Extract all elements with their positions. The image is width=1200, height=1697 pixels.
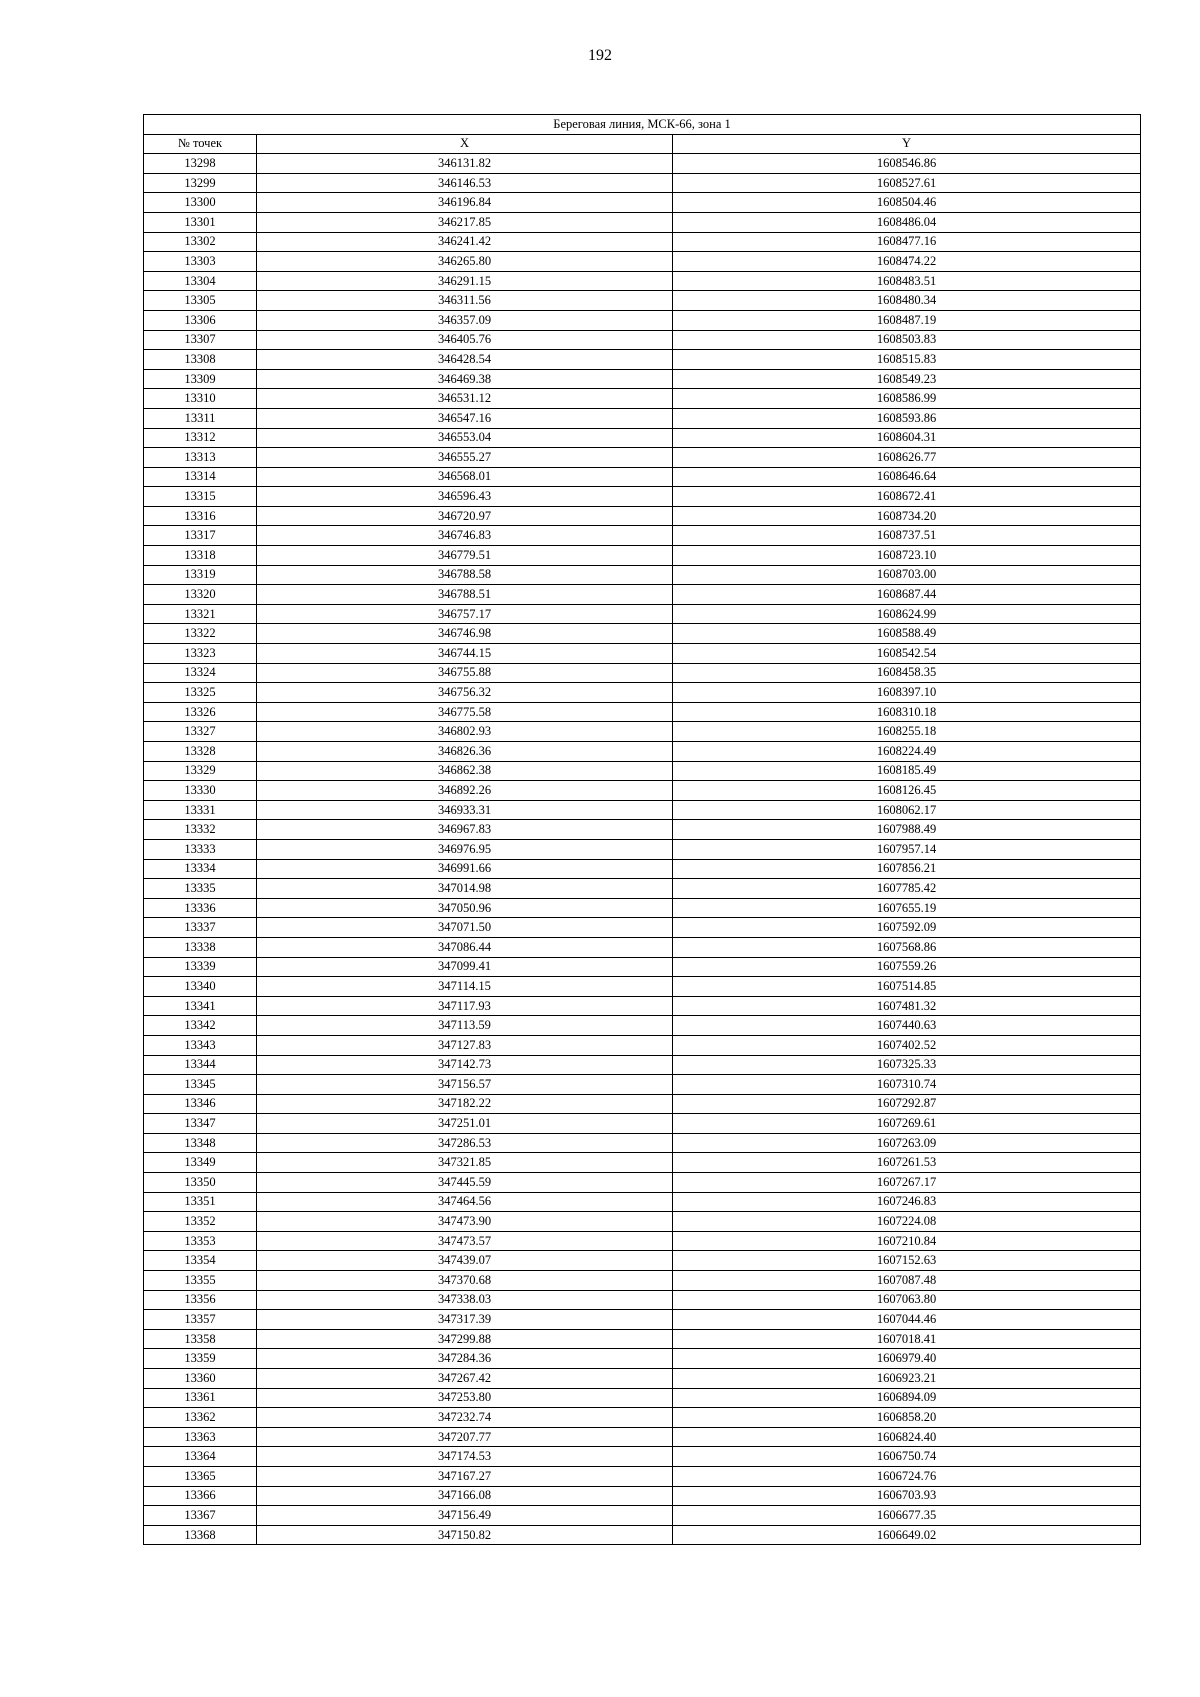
y-coordinate-cell: 1607246.83: [673, 1192, 1141, 1212]
table-row: [144, 232, 1141, 252]
table-row: [144, 1408, 1141, 1428]
y-coordinate-cell: 1608503.83: [673, 330, 1141, 350]
table-row: [144, 350, 1141, 370]
y-coordinate-cell: 1607568.86: [673, 937, 1141, 957]
x-coordinate-cell: 347127.83: [257, 1035, 673, 1055]
point-number-cell: 13325: [144, 683, 257, 703]
point-number-cell: 13323: [144, 644, 257, 664]
x-coordinate-cell: 347439.07: [257, 1251, 673, 1271]
table-row: [144, 1153, 1141, 1173]
y-coordinate-cell: 1608546.86: [673, 154, 1141, 174]
y-coordinate-cell: 1608734.20: [673, 506, 1141, 526]
point-number-cell: 13314: [144, 467, 257, 487]
x-coordinate-cell: 346976.95: [257, 839, 673, 859]
table-row: [144, 428, 1141, 448]
x-coordinate-cell: 347156.57: [257, 1075, 673, 1095]
point-number-cell: 13338: [144, 937, 257, 957]
table-row: [144, 389, 1141, 409]
point-number-cell: 13318: [144, 546, 257, 566]
y-coordinate-cell: 1607044.46: [673, 1310, 1141, 1330]
header-point-number: № точек: [144, 134, 257, 154]
table-row: [144, 565, 1141, 585]
point-number-cell: 13339: [144, 957, 257, 977]
x-coordinate-cell: 347473.90: [257, 1212, 673, 1232]
y-coordinate-cell: 1608624.99: [673, 604, 1141, 624]
table-row: [144, 310, 1141, 330]
table-row: [144, 1388, 1141, 1408]
point-number-cell: 13349: [144, 1153, 257, 1173]
y-coordinate-cell: 1608515.83: [673, 350, 1141, 370]
table-row: [144, 1506, 1141, 1526]
table-row: [144, 1212, 1141, 1232]
y-coordinate-cell: 1606703.93: [673, 1486, 1141, 1506]
point-number-cell: 13333: [144, 839, 257, 859]
point-number-cell: 13316: [144, 506, 257, 526]
table-row: [144, 487, 1141, 507]
y-coordinate-cell: 1608504.46: [673, 193, 1141, 213]
point-number-cell: 13322: [144, 624, 257, 644]
table-header-row: [144, 134, 1141, 154]
y-coordinate-cell: 1608477.16: [673, 232, 1141, 252]
table-row: [144, 644, 1141, 664]
y-coordinate-cell: 1607267.17: [673, 1173, 1141, 1193]
point-number-cell: 13315: [144, 487, 257, 507]
x-coordinate-cell: 346146.53: [257, 173, 673, 193]
x-coordinate-cell: 347317.39: [257, 1310, 673, 1330]
point-number-cell: 13298: [144, 154, 257, 174]
y-coordinate-cell: 1607269.61: [673, 1114, 1141, 1134]
x-coordinate-cell: 347286.53: [257, 1133, 673, 1153]
point-number-cell: 13343: [144, 1035, 257, 1055]
x-coordinate-cell: 346862.38: [257, 761, 673, 781]
x-coordinate-cell: 346265.80: [257, 252, 673, 272]
x-coordinate-cell: 346756.32: [257, 683, 673, 703]
y-coordinate-cell: 1608604.31: [673, 428, 1141, 448]
point-number-cell: 13329: [144, 761, 257, 781]
x-coordinate-cell: 347071.50: [257, 918, 673, 938]
table-row: [144, 1192, 1141, 1212]
y-coordinate-cell: 1608224.49: [673, 742, 1141, 762]
table-row: [144, 1016, 1141, 1036]
point-number-cell: 13317: [144, 526, 257, 546]
table-row: [144, 663, 1141, 683]
y-coordinate-cell: 1608185.49: [673, 761, 1141, 781]
table-row: [144, 820, 1141, 840]
point-number-cell: 13306: [144, 310, 257, 330]
point-number-cell: 13350: [144, 1173, 257, 1193]
table-row: [144, 1075, 1141, 1095]
point-number-cell: 13363: [144, 1427, 257, 1447]
y-coordinate-cell: 1607224.08: [673, 1212, 1141, 1232]
table-row: [144, 193, 1141, 213]
table-row: [144, 604, 1141, 624]
point-number-cell: 13305: [144, 291, 257, 311]
x-coordinate-cell: 347174.53: [257, 1447, 673, 1467]
x-coordinate-cell: 346788.51: [257, 585, 673, 605]
point-number-cell: 13331: [144, 800, 257, 820]
y-coordinate-cell: 1608703.00: [673, 565, 1141, 585]
y-coordinate-cell: 1607988.49: [673, 820, 1141, 840]
x-coordinate-cell: 347464.56: [257, 1192, 673, 1212]
x-coordinate-cell: 346428.54: [257, 350, 673, 370]
point-number-cell: 13319: [144, 565, 257, 585]
point-number-cell: 13354: [144, 1251, 257, 1271]
x-coordinate-cell: 346241.42: [257, 232, 673, 252]
x-coordinate-cell: 346744.15: [257, 644, 673, 664]
y-coordinate-cell: 1608480.34: [673, 291, 1141, 311]
table-row: [144, 1447, 1141, 1467]
x-coordinate-cell: 346788.58: [257, 565, 673, 585]
table-row: [144, 448, 1141, 468]
y-coordinate-cell: 1607292.87: [673, 1094, 1141, 1114]
header-y: Y: [673, 134, 1141, 154]
point-number-cell: 13344: [144, 1055, 257, 1075]
point-number-cell: 13345: [144, 1075, 257, 1095]
point-number-cell: 13310: [144, 389, 257, 409]
point-number-cell: 13337: [144, 918, 257, 938]
table-row: [144, 957, 1141, 977]
table-row: [144, 996, 1141, 1016]
point-number-cell: 13361: [144, 1388, 257, 1408]
table-row: [144, 937, 1141, 957]
point-number-cell: 13348: [144, 1133, 257, 1153]
table-row: [144, 1369, 1141, 1389]
table-title: Береговая линия, МСК-66, зона 1: [144, 115, 1141, 135]
x-coordinate-cell: 346757.17: [257, 604, 673, 624]
table-body: [144, 154, 1141, 1545]
table-row: [144, 173, 1141, 193]
y-coordinate-cell: 1608737.51: [673, 526, 1141, 546]
y-coordinate-cell: 1607210.84: [673, 1231, 1141, 1251]
x-coordinate-cell: 347284.36: [257, 1349, 673, 1369]
table-row: [144, 977, 1141, 997]
point-number-cell: 13347: [144, 1114, 257, 1134]
x-coordinate-cell: 347299.88: [257, 1329, 673, 1349]
x-coordinate-cell: 347267.42: [257, 1369, 673, 1389]
y-coordinate-cell: 1607261.53: [673, 1153, 1141, 1173]
x-coordinate-cell: 347050.96: [257, 898, 673, 918]
y-coordinate-cell: 1608483.51: [673, 271, 1141, 291]
point-number-cell: 13357: [144, 1310, 257, 1330]
x-coordinate-cell: 346720.97: [257, 506, 673, 526]
x-coordinate-cell: 347370.68: [257, 1271, 673, 1291]
x-coordinate-cell: 346568.01: [257, 467, 673, 487]
table-row: [144, 1466, 1141, 1486]
x-coordinate-cell: 346596.43: [257, 487, 673, 507]
y-coordinate-cell: 1607325.33: [673, 1055, 1141, 1075]
table-row: [144, 1035, 1141, 1055]
x-coordinate-cell: 346755.88: [257, 663, 673, 683]
y-coordinate-cell: 1607957.14: [673, 839, 1141, 859]
table-row: [144, 291, 1141, 311]
table-row: [144, 585, 1141, 605]
table-row: [144, 1310, 1141, 1330]
table-row: [144, 1133, 1141, 1153]
point-number-cell: 13326: [144, 702, 257, 722]
x-coordinate-cell: 347114.15: [257, 977, 673, 997]
y-coordinate-cell: 1606677.35: [673, 1506, 1141, 1526]
y-coordinate-cell: 1607592.09: [673, 918, 1141, 938]
y-coordinate-cell: 1607018.41: [673, 1329, 1141, 1349]
table-row: [144, 859, 1141, 879]
x-coordinate-cell: 346991.66: [257, 859, 673, 879]
x-coordinate-cell: 347099.41: [257, 957, 673, 977]
point-number-cell: 13364: [144, 1447, 257, 1467]
table-row: [144, 1173, 1141, 1193]
point-number-cell: 13307: [144, 330, 257, 350]
page-number: 192: [588, 47, 612, 64]
y-coordinate-cell: 1606824.40: [673, 1427, 1141, 1447]
table-row: [144, 1329, 1141, 1349]
table-row: [144, 546, 1141, 566]
y-coordinate-cell: 1606724.76: [673, 1466, 1141, 1486]
table-row: [144, 1055, 1141, 1075]
table-row: [144, 1486, 1141, 1506]
y-coordinate-cell: 1606858.20: [673, 1408, 1141, 1428]
point-number-cell: 13308: [144, 350, 257, 370]
y-coordinate-cell: 1607402.52: [673, 1035, 1141, 1055]
point-number-cell: 13304: [144, 271, 257, 291]
coordinates-table: [143, 114, 1141, 1545]
x-coordinate-cell: 347086.44: [257, 937, 673, 957]
y-coordinate-cell: 1607063.80: [673, 1290, 1141, 1310]
y-coordinate-cell: 1608672.41: [673, 487, 1141, 507]
table-row: [144, 330, 1141, 350]
point-number-cell: 13332: [144, 820, 257, 840]
x-coordinate-cell: 346311.56: [257, 291, 673, 311]
x-coordinate-cell: 347166.08: [257, 1486, 673, 1506]
point-number-cell: 13327: [144, 722, 257, 742]
x-coordinate-cell: 346746.83: [257, 526, 673, 546]
y-coordinate-cell: 1608486.04: [673, 212, 1141, 232]
x-coordinate-cell: 347338.03: [257, 1290, 673, 1310]
x-coordinate-cell: 347251.01: [257, 1114, 673, 1134]
point-number-cell: 13342: [144, 1016, 257, 1036]
x-coordinate-cell: 346217.85: [257, 212, 673, 232]
x-coordinate-cell: 346555.27: [257, 448, 673, 468]
table-row: [144, 1231, 1141, 1251]
y-coordinate-cell: 1607481.32: [673, 996, 1141, 1016]
table-title-row: [144, 115, 1141, 135]
table-row: [144, 408, 1141, 428]
x-coordinate-cell: 346967.83: [257, 820, 673, 840]
point-number-cell: 13356: [144, 1290, 257, 1310]
point-number-cell: 13360: [144, 1369, 257, 1389]
table-row: [144, 702, 1141, 722]
point-number-cell: 13367: [144, 1506, 257, 1526]
x-coordinate-cell: 346469.38: [257, 369, 673, 389]
y-coordinate-cell: 1608593.86: [673, 408, 1141, 428]
table-row: [144, 252, 1141, 272]
point-number-cell: 13355: [144, 1271, 257, 1291]
point-number-cell: 13311: [144, 408, 257, 428]
table-row: [144, 898, 1141, 918]
point-number-cell: 13299: [144, 173, 257, 193]
point-number-cell: 13341: [144, 996, 257, 1016]
y-coordinate-cell: 1607856.21: [673, 859, 1141, 879]
x-coordinate-cell: 347207.77: [257, 1427, 673, 1447]
y-coordinate-cell: 1607263.09: [673, 1133, 1141, 1153]
x-coordinate-cell: 346746.98: [257, 624, 673, 644]
x-coordinate-cell: 346547.16: [257, 408, 673, 428]
point-number-cell: 13324: [144, 663, 257, 683]
y-coordinate-cell: 1608646.64: [673, 467, 1141, 487]
table-row: [144, 154, 1141, 174]
y-coordinate-cell: 1608626.77: [673, 448, 1141, 468]
point-number-cell: 13353: [144, 1231, 257, 1251]
table-row: [144, 683, 1141, 703]
x-coordinate-cell: 347473.57: [257, 1231, 673, 1251]
y-coordinate-cell: 1608549.23: [673, 369, 1141, 389]
point-number-cell: 13346: [144, 1094, 257, 1114]
y-coordinate-cell: 1607785.42: [673, 879, 1141, 899]
x-coordinate-cell: 347232.74: [257, 1408, 673, 1428]
table-row: [144, 781, 1141, 801]
y-coordinate-cell: 1606649.02: [673, 1525, 1141, 1545]
table-row: [144, 918, 1141, 938]
x-coordinate-cell: 347113.59: [257, 1016, 673, 1036]
point-number-cell: 13302: [144, 232, 257, 252]
x-coordinate-cell: 346775.58: [257, 702, 673, 722]
point-number-cell: 13352: [144, 1212, 257, 1232]
point-number-cell: 13321: [144, 604, 257, 624]
table-row: [144, 742, 1141, 762]
table-row: [144, 800, 1141, 820]
table-row: [144, 761, 1141, 781]
point-number-cell: 13300: [144, 193, 257, 213]
y-coordinate-cell: 1608062.17: [673, 800, 1141, 820]
y-coordinate-cell: 1608255.18: [673, 722, 1141, 742]
point-number-cell: 13334: [144, 859, 257, 879]
point-number-cell: 13301: [144, 212, 257, 232]
x-coordinate-cell: 346531.12: [257, 389, 673, 409]
y-coordinate-cell: 1606979.40: [673, 1349, 1141, 1369]
point-number-cell: 13335: [144, 879, 257, 899]
table-row: [144, 1290, 1141, 1310]
y-coordinate-cell: 1606750.74: [673, 1447, 1141, 1467]
point-number-cell: 13368: [144, 1525, 257, 1545]
point-number-cell: 13351: [144, 1192, 257, 1212]
x-coordinate-cell: 347182.22: [257, 1094, 673, 1114]
y-coordinate-cell: 1608588.49: [673, 624, 1141, 644]
point-number-cell: 13362: [144, 1408, 257, 1428]
table-row: [144, 839, 1141, 859]
x-coordinate-cell: 347321.85: [257, 1153, 673, 1173]
y-coordinate-cell: 1607655.19: [673, 898, 1141, 918]
table-row: [144, 369, 1141, 389]
x-coordinate-cell: 346291.15: [257, 271, 673, 291]
x-coordinate-cell: 347167.27: [257, 1466, 673, 1486]
x-coordinate-cell: 346933.31: [257, 800, 673, 820]
table-row: [144, 624, 1141, 644]
table-row: [144, 722, 1141, 742]
table-row: [144, 1114, 1141, 1134]
y-coordinate-cell: 1608458.35: [673, 663, 1141, 683]
x-coordinate-cell: 347150.82: [257, 1525, 673, 1545]
x-coordinate-cell: 346357.09: [257, 310, 673, 330]
y-coordinate-cell: 1606923.21: [673, 1369, 1141, 1389]
table-row: [144, 1427, 1141, 1447]
table-row: [144, 1251, 1141, 1271]
x-coordinate-cell: 347445.59: [257, 1173, 673, 1193]
y-coordinate-cell: 1607310.74: [673, 1075, 1141, 1095]
y-coordinate-cell: 1607152.63: [673, 1251, 1141, 1271]
x-coordinate-cell: 346405.76: [257, 330, 673, 350]
header-x: X: [257, 134, 673, 154]
point-number-cell: 13366: [144, 1486, 257, 1506]
x-coordinate-cell: 346802.93: [257, 722, 673, 742]
x-coordinate-cell: 347142.73: [257, 1055, 673, 1075]
x-coordinate-cell: 347156.49: [257, 1506, 673, 1526]
x-coordinate-cell: 347253.80: [257, 1388, 673, 1408]
x-coordinate-cell: 346892.26: [257, 781, 673, 801]
table-row: [144, 467, 1141, 487]
y-coordinate-cell: 1608723.10: [673, 546, 1141, 566]
y-coordinate-cell: 1608586.99: [673, 389, 1141, 409]
table-row: [144, 879, 1141, 899]
point-number-cell: 13312: [144, 428, 257, 448]
point-number-cell: 13359: [144, 1349, 257, 1369]
y-coordinate-cell: 1608126.45: [673, 781, 1141, 801]
x-coordinate-cell: 346131.82: [257, 154, 673, 174]
y-coordinate-cell: 1607087.48: [673, 1271, 1141, 1291]
table-row: [144, 1349, 1141, 1369]
x-coordinate-cell: 347014.98: [257, 879, 673, 899]
x-coordinate-cell: 346779.51: [257, 546, 673, 566]
y-coordinate-cell: 1607440.63: [673, 1016, 1141, 1036]
table-row: [144, 1094, 1141, 1114]
x-coordinate-cell: 346196.84: [257, 193, 673, 213]
table-row: [144, 506, 1141, 526]
table-row: [144, 212, 1141, 232]
point-number-cell: 13358: [144, 1329, 257, 1349]
y-coordinate-cell: 1608542.54: [673, 644, 1141, 664]
point-number-cell: 13320: [144, 585, 257, 605]
x-coordinate-cell: 346553.04: [257, 428, 673, 448]
table-row: [144, 1525, 1141, 1545]
point-number-cell: 13365: [144, 1466, 257, 1486]
y-coordinate-cell: 1608310.18: [673, 702, 1141, 722]
table-row: [144, 271, 1141, 291]
y-coordinate-cell: 1608474.22: [673, 252, 1141, 272]
point-number-cell: 13340: [144, 977, 257, 997]
point-number-cell: 13313: [144, 448, 257, 468]
y-coordinate-cell: 1608397.10: [673, 683, 1141, 703]
y-coordinate-cell: 1607514.85: [673, 977, 1141, 997]
y-coordinate-cell: 1608487.19: [673, 310, 1141, 330]
point-number-cell: 13336: [144, 898, 257, 918]
y-coordinate-cell: 1608527.61: [673, 173, 1141, 193]
point-number-cell: 13330: [144, 781, 257, 801]
table-row: [144, 526, 1141, 546]
x-coordinate-cell: 346826.36: [257, 742, 673, 762]
point-number-cell: 13309: [144, 369, 257, 389]
y-coordinate-cell: 1607559.26: [673, 957, 1141, 977]
point-number-cell: 13328: [144, 742, 257, 762]
x-coordinate-cell: 347117.93: [257, 996, 673, 1016]
table-row: [144, 1271, 1141, 1291]
point-number-cell: 13303: [144, 252, 257, 272]
y-coordinate-cell: 1606894.09: [673, 1388, 1141, 1408]
y-coordinate-cell: 1608687.44: [673, 585, 1141, 605]
